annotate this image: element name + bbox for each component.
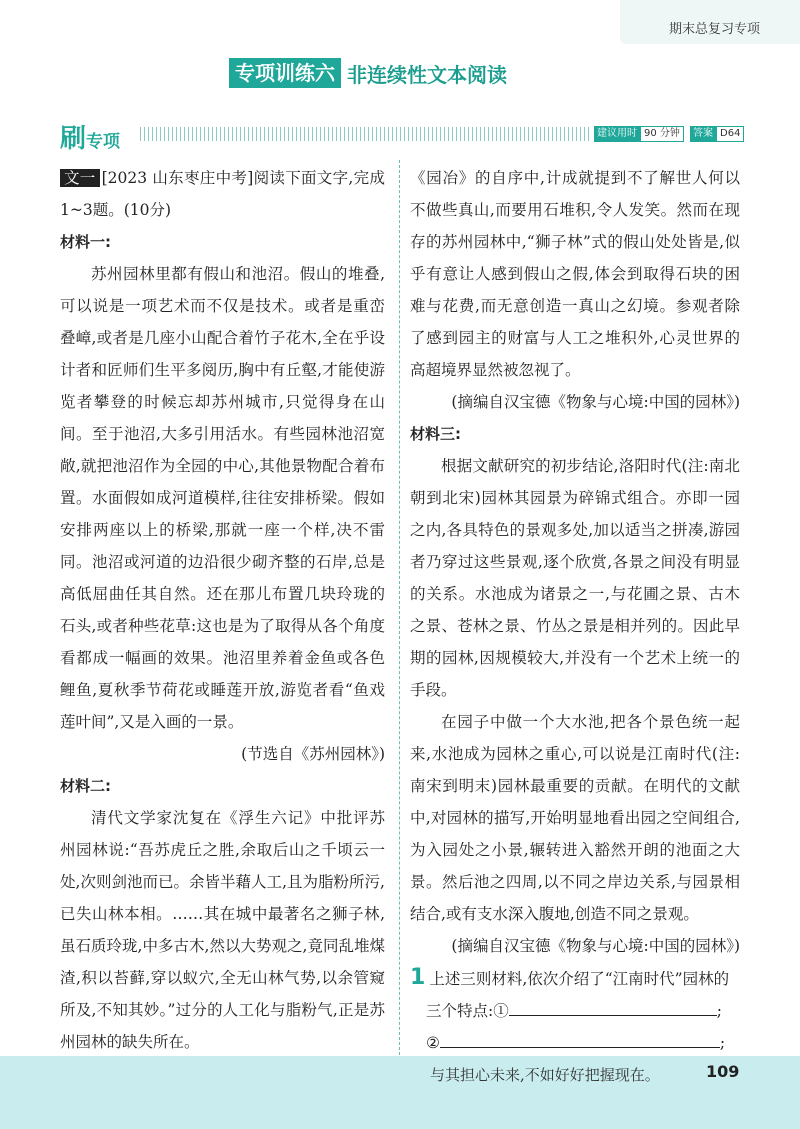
brand-shua: 刷 xyxy=(60,124,87,154)
question-number: 1 xyxy=(410,965,426,990)
right-column xyxy=(410,162,740,1059)
title-part2: 非连续性文本阅读 xyxy=(347,62,507,87)
footer-motto: 与其担心未来,不如好好把握现在。 xyxy=(430,1066,660,1084)
intro-text: [2023 山东枣庄中考]阅读下面文字,完成1~3题。(10分) xyxy=(60,169,385,219)
title-part1: 专项训练六 xyxy=(229,58,341,88)
page-number: 109 xyxy=(706,1062,740,1081)
material2-heading: 材料二: xyxy=(60,777,111,795)
footer-band xyxy=(0,1056,800,1129)
material3-paragraph1: 根据文献研究的初步结论,洛阳时代(注:南北朝到北宋)园林其园景为碎锦式组合。亦即一园之内,各具特色的景观多处,加以适当之拼凑,游园者乃穿过这些景观,逐个欣赏,各景之间没有明显的关系。水池成为诸景之一,与花圃之景、古木之景、苍林之景、竹丛之景是相并列的。因此早期的园林,因规模较大,并没有一个艺术上统一的手段。 xyxy=(410,457,740,699)
material2-continued: 《园冶》的自序中,计成就提到不了解世人何以不做些真山,而要用石堆积,令人发笑。然而在现存的苏州园林中,“狮子林”式的假山处处皆是,似乎有意让人感到假山之假,体会到取得石块的困难与花费,而无意创造一真山之幻境。参观者除了感到园主的财富与人工之堆积外,心灵世界的高超境界显然被忽视了。 xyxy=(410,169,740,379)
semicolon-1: ; xyxy=(716,1002,722,1020)
material2-source: (摘编自汉宝德《物象与心境:中国的园林》) xyxy=(451,393,740,411)
hatch-rule xyxy=(140,127,590,141)
time-value: 90 分钟 xyxy=(640,126,684,142)
semicolon-2: ; xyxy=(719,1034,726,1052)
series-tab xyxy=(620,0,800,44)
answer-prompt-1: 三个特点:① xyxy=(426,1002,509,1020)
material1-heading: 材料一: xyxy=(60,233,111,251)
material3-paragraph2: 在园子中做一个大水池,把各个景色统一起来,水池成为园林之重心,可以说是江南时代(注:南宋到明末)园林最重要的贡献。在明代的文献中,对园林的描写,开始明显地看出园之空间组合,为入园处之小景,辗转进入豁然开朗的池面之大景。然后池之四周,以不同之岸边关系,与园景相结合,或有支水深入腹地,创造不同之景观。 xyxy=(410,713,740,923)
answer-blank-2[interactable] xyxy=(440,1029,720,1048)
question-text: 上述三则材料,依次介绍了“江南时代”园林的 xyxy=(429,970,730,988)
intro-line xyxy=(60,162,385,226)
time-chip xyxy=(594,126,684,142)
material3-source: (摘编自汉宝德《物象与心境:中国的园林》) xyxy=(451,937,740,955)
material1-paragraph: 苏州园林里都有假山和池沼。假山的堆叠,可以说是一项艺术而不仅是技术。或者是重峦叠嶂,或者是几座小山配合着竹子花木,全在乎设计者和匠师们生平多阅历,胸中有丘壑,才能使游览者攀登的时候忘却苏州城市,只觉得身在山间。至于池沼,大多引用活水。有些园林池沼宽敞,就把池沼作为全园的中心,其他景物配合着布置。水面假如成河道模样,往往安排桥梁。假如安排两座以上的桥梁,那就一座一个样,决不雷同。池沼或河道的边沿很少砌齐整的石岸,总是高低屈曲任其自然。还在那儿布置几块玲珑的石头,或者种些花草:这也是为了取得从各个角度看都成一幅画的效果。池沼里养着金鱼或各色鲤鱼,夏秋季节荷花或睡莲开放,游览者看“鱼戏莲叶间”,又是入画的一景。 xyxy=(60,265,385,731)
answer-value: D64 xyxy=(716,126,744,142)
question-1 xyxy=(410,962,740,995)
text-tag: 文一 xyxy=(60,169,100,187)
column-divider xyxy=(399,160,400,1060)
answer-line-2 xyxy=(410,1027,740,1059)
time-label: 建议用时 xyxy=(594,126,640,142)
series-label: 期末总复习专项 xyxy=(668,22,760,37)
left-column xyxy=(60,162,385,1090)
answer-chip xyxy=(690,126,744,142)
answer-line-1 xyxy=(410,995,740,1027)
answer-blank-1[interactable] xyxy=(509,997,717,1016)
brand-zhuanxiang: 专项 xyxy=(86,132,121,152)
answer-label: 答案 xyxy=(690,126,716,142)
material3-heading: 材料三: xyxy=(410,425,461,443)
material2-paragraph: 清代文学家沈复在《浮生六记》中批评苏州园林说:“吾苏虎丘之胜,余取后山之千顷云一处,次则剑池而已。余皆半藉人工,且为脂粉所污,已失山林本相。……其在城中最著名之狮子林,虽石质玲珑,中多古木,然以大势观之,竟同乱堆煤渣,积以苔藓,穿以蚁穴,全无山林气势,以余管窥所及,不知其妙。”过分的人工化与脂粉气,正是苏州园林的缺失所在。 xyxy=(60,809,385,1051)
answer-prompt-2: ② xyxy=(426,1034,440,1052)
section-brand xyxy=(60,118,120,155)
page-title xyxy=(229,58,507,88)
material1-source: (节选自《苏州园林》) xyxy=(241,745,385,763)
